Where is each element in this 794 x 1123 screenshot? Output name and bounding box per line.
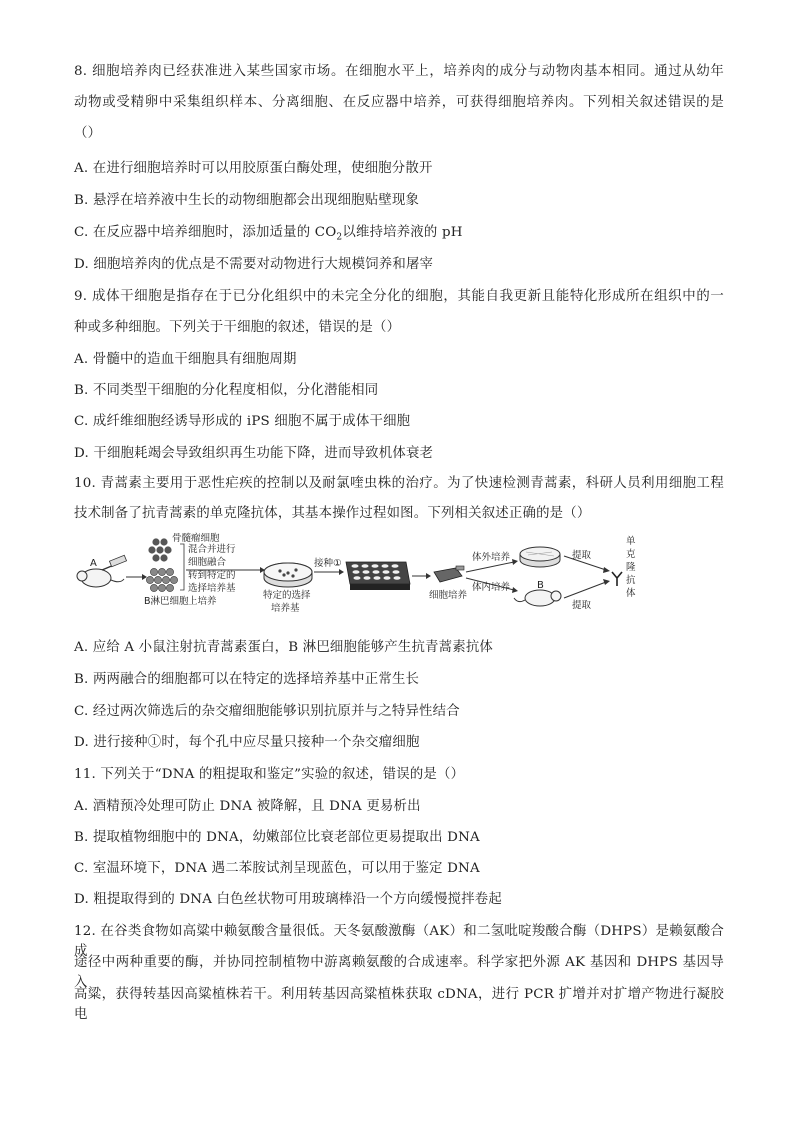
q9-option-a: A. 骨髓中的造血干细胞具有细胞周期 bbox=[74, 352, 297, 367]
label-result-3: 隆 bbox=[626, 562, 636, 573]
label-result-5: 体 bbox=[626, 588, 636, 599]
q11-option-c: C. 室温环境下，DNA 遇二苯胺试剂呈现蓝色，可以用于鉴定 DNA bbox=[74, 861, 480, 876]
q9-option-d: D. 干细胞耗竭会导致组织再生功能下降，进而导致机体衰老 bbox=[74, 446, 434, 461]
q11-option-a: A. 酒精预冷处理可防止 DNA 被降解，且 DNA 更易析出 bbox=[74, 799, 421, 814]
label-result-1: 单 bbox=[626, 536, 636, 547]
label-result-2: 克 bbox=[626, 549, 636, 560]
label-extract-bottom: 提取 bbox=[572, 600, 592, 611]
q12-stem-line-2: 途径中两种重要的酶，并协同控制植物中游离赖氨酸的合成速率。科学家把外源 AK 基因和 DHPS 基因导入 bbox=[74, 955, 724, 990]
mouse-b-icon bbox=[514, 590, 561, 606]
multiwell-plate-icon bbox=[346, 562, 410, 590]
b-cells-icon bbox=[146, 568, 177, 591]
q8-stem-line-3: （） bbox=[74, 126, 102, 141]
q8-option-d: D. 细胞培养肉的优点是不需要对动物进行大规模饲养和屠宰 bbox=[74, 257, 434, 272]
q12-stem-line-1: 12. 在谷类食物如高粱中赖氨酸含量很低。天冬氨酸激酶（AK）和二氢吡啶羧酸合酶（DHPS）是赖氨酸合成 bbox=[74, 924, 724, 959]
q9-stem-line-2: 种或多种细胞。下列关于干细胞的叙述，错误的是（） bbox=[74, 320, 401, 335]
fusion-text-2: 细胞融合 bbox=[188, 557, 227, 568]
monoclonal-antibody-diagram bbox=[74, 532, 724, 628]
label-in-vivo: 体内培养 bbox=[472, 582, 511, 593]
q10-option-b: B. 两两融合的细胞都可以在特定的选择培养基中正常生长 bbox=[74, 672, 420, 687]
q9-option-b: B. 不同类型干细胞的分化程度相似，分化潜能相同 bbox=[74, 383, 379, 398]
q10-option-c: C. 经过两次筛选后的杂交瘤细胞能够识别抗原并与之特异性结合 bbox=[74, 704, 460, 719]
q9-stem-line-1: 9. 成体干细胞是指存在于已分化组织中的未完全分化的细胞，其能自我更新且能特化形成所在组织中的一 bbox=[74, 289, 724, 304]
label-b-lymphocyte: B淋巴细胞 bbox=[144, 596, 189, 607]
q11-option-b: B. 提取植物细胞中的 DNA，幼嫩部位比衰老部位更易提取出 DNA bbox=[74, 830, 480, 845]
q11-stem-line-1: 11. 下列关于“DNA 的粗提取和鉴定”实验的叙述，错误的是（） bbox=[74, 767, 465, 782]
q8-option-c-sub: 2 bbox=[336, 232, 343, 243]
q10-option-a: A. 应给 A 小鼠注射抗青蒿素蛋白，B 淋巴细胞能够产生抗青蒿素抗体 bbox=[74, 640, 494, 655]
q12-stem-line-3: 高粱，获得转基因高粱植株若干。利用转基因高粱植株获取 cDNA，进行 PCR 扩增并对扩增产物进行凝胶电 bbox=[74, 987, 724, 1022]
q8-stem-line-2: 动物或受精卵中采集组织样本、分离细胞、在反应器中培养，可获得细胞培养肉。下列相关叙述错误的是 bbox=[74, 95, 724, 110]
label-selective-medium-1: 特定的选择 bbox=[263, 590, 311, 601]
label-myeloma: 骨髓瘤细胞 bbox=[172, 533, 220, 544]
label-inoculation: 接种① bbox=[314, 558, 342, 569]
selective-medium-dish-icon bbox=[264, 563, 312, 587]
fusion-text-1: 混合并进行 bbox=[188, 544, 236, 555]
myeloma-cells-icon bbox=[148, 538, 171, 561]
fusion-text-4: 选择培养基 bbox=[188, 583, 236, 594]
culture-flask-icon bbox=[434, 566, 464, 582]
label-cell-culture: 细胞培养 bbox=[429, 590, 468, 601]
label-result-4: 抗 bbox=[626, 575, 636, 586]
q9-option-c: C. 成纤维细胞经诱导形成的 iPS 细胞不属于成体干细胞 bbox=[74, 414, 411, 429]
label-selective-medium-2: 培养基 bbox=[271, 603, 300, 614]
mouse-a-icon bbox=[77, 569, 124, 587]
label-mouse-a: A bbox=[90, 558, 97, 569]
q10-option-d: D. 进行接种①时，每个孔中应尽量只接种一个杂交瘤细胞 bbox=[74, 735, 420, 750]
label-extract-top: 提取 bbox=[572, 550, 592, 561]
q8-option-c-before: C. 在反应器中培养细胞时，添加适量的 CO bbox=[74, 225, 337, 240]
q11-option-d: D. 粗提取得到的 DNA 白色丝状物可用玻璃棒沿一个方向缓慢搅拌卷起 bbox=[74, 892, 502, 907]
q8-option-c bbox=[74, 223, 463, 243]
q10-stem-line-1: 10. 青蒿素主要用于恶性疟疾的控制以及耐氯喹虫株的治疗。为了快速检测青蒿素，科研人员利用细胞工程 bbox=[74, 476, 724, 491]
q8-option-a: A. 在进行细胞培养时可以用胶原蛋白酶处理，使细胞分散开 bbox=[74, 161, 433, 176]
q8-stem-line-1: 8. 细胞培养肉已经获准进入某些国家市场。在细胞水平上，培养肉的成分与动物肉基本相同。通过从幼年 bbox=[74, 64, 724, 79]
fusion-text-3: 转到特定的 bbox=[188, 570, 236, 581]
antibody-icon bbox=[612, 572, 622, 586]
q8-option-b: B. 悬浮在培养液中生长的动物细胞都会出现细胞贴壁现象 bbox=[74, 193, 420, 208]
q10-stem-line-2: 技术制备了抗青蒿素的单克隆抗体，其基本操作过程如图。下列相关叙述正确的是（） bbox=[74, 506, 591, 521]
label-mouse-b: B bbox=[537, 580, 544, 591]
syringe-icon bbox=[102, 555, 127, 570]
in-vitro-dish-icon bbox=[520, 547, 560, 567]
label-in-vitro: 体外培养 bbox=[472, 552, 511, 563]
q8-option-c-after: 以维持培养液的 pH bbox=[342, 225, 463, 240]
fusion-text-5: 上培养 bbox=[188, 596, 217, 607]
